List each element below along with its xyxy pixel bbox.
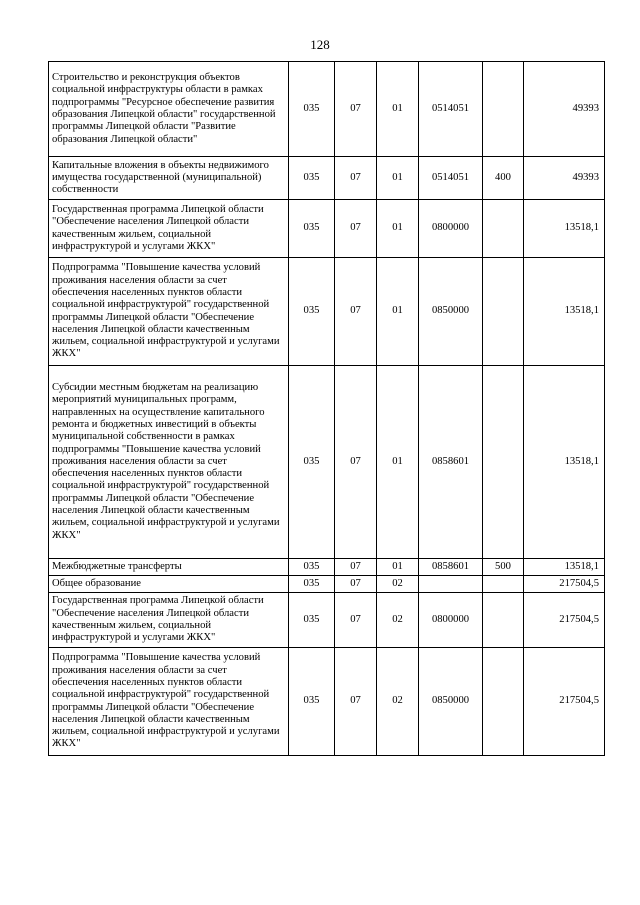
target-article-cell: 0850000 [419, 648, 483, 756]
row-name-cell: Подпрограмма "Повышение качества условий проживания населения области за счет обеспечения населенных пунктов области социальной инфраструктурой" государственной программы Липецкой области "Обеспечение населения Липецкой области качественным жильем, социальной инфраструктурой и услугами ЖКХ" [49, 258, 289, 366]
table-row [49, 258, 605, 366]
ministry-code-cell: 035 [289, 200, 335, 258]
subsection-code-cell: 02 [377, 648, 419, 756]
subsection-code-cell: 02 [377, 593, 419, 648]
table-row [49, 200, 605, 258]
section-code-cell: 07 [335, 648, 377, 756]
table-row [49, 593, 605, 648]
page-number: 128 [310, 37, 330, 52]
row-name-cell: Межбюджетные трансферты [49, 559, 289, 576]
expense-type-cell [483, 576, 524, 593]
section-code-cell: 07 [335, 366, 377, 559]
section-code-cell: 07 [335, 62, 377, 157]
target-article-cell: 0514051 [419, 157, 483, 200]
ministry-code-cell: 035 [289, 258, 335, 366]
row-name-cell: Субсидии местным бюджетам на реализацию мероприятий муниципальных программ, направленных на осуществление капитального ремонта и бюджетных инвестиций в объекты муниципальной собственности в рамках подпрограммы "Повышение качества условий проживания населения области за счет обеспечения населенных пунктов области социальной инфраструктурой" государственной программы Липецкой области "Обеспечение населения Липецкой области качественным жильем, социальной инфраструктурой и услугами ЖКХ" [49, 366, 289, 559]
ministry-code-cell: 035 [289, 559, 335, 576]
target-article-cell: 0800000 [419, 593, 483, 648]
row-name-cell: Строительство и реконструкция объектов социальной инфраструктуры области в рамках подпрограммы "Ресурсное обеспечение развития образования Липецкой области" государственной программы Липецкой области "Развитие образования Липецкой области" [49, 62, 289, 157]
ministry-code-cell: 035 [289, 576, 335, 593]
target-article-cell: 0514051 [419, 62, 483, 157]
row-name-cell: Капитальные вложения в объекты недвижимого имущества государственной (муниципальной) собственности [49, 157, 289, 200]
table-row [49, 157, 605, 200]
amount-cell: 13518,1 [524, 200, 605, 258]
amount-cell: 49393 [524, 62, 605, 157]
subsection-code-cell: 01 [377, 559, 419, 576]
table-row [49, 648, 605, 756]
row-name-cell: Подпрограмма "Повышение качества условий проживания населения области за счет обеспечения населенных пунктов области социальной инфраструктурой" государственной программы Липецкой области "Обеспечение населения Липецкой области качественным жильем, социальной инфраструктурой и услугами ЖКХ" [49, 648, 289, 756]
amount-cell: 217504,5 [524, 593, 605, 648]
table-row [49, 559, 605, 576]
row-name-cell: Общее образование [49, 576, 289, 593]
row-name-cell: Государственная программа Липецкой области "Обеспечение населения Липецкой области качественным жильем, социальной инфраструктурой и услугами ЖКХ" [49, 200, 289, 258]
expense-type-cell [483, 200, 524, 258]
table-row [49, 62, 605, 157]
section-code-cell: 07 [335, 559, 377, 576]
section-code-cell: 07 [335, 258, 377, 366]
budget-table [48, 61, 605, 756]
target-article-cell [419, 576, 483, 593]
amount-cell: 13518,1 [524, 366, 605, 559]
section-code-cell: 07 [335, 157, 377, 200]
amount-cell: 217504,5 [524, 648, 605, 756]
expense-type-cell [483, 62, 524, 157]
table-row [49, 366, 605, 559]
subsection-code-cell: 01 [377, 200, 419, 258]
ministry-code-cell: 035 [289, 366, 335, 559]
expense-type-cell [483, 366, 524, 559]
subsection-code-cell: 01 [377, 258, 419, 366]
section-code-cell: 07 [335, 593, 377, 648]
amount-cell: 13518,1 [524, 559, 605, 576]
ministry-code-cell: 035 [289, 648, 335, 756]
ministry-code-cell: 035 [289, 593, 335, 648]
subsection-code-cell: 01 [377, 62, 419, 157]
subsection-code-cell: 01 [377, 366, 419, 559]
target-article-cell: 0858601 [419, 559, 483, 576]
expense-type-cell [483, 258, 524, 366]
amount-cell: 217504,5 [524, 576, 605, 593]
subsection-code-cell: 02 [377, 576, 419, 593]
table-row [49, 576, 605, 593]
expense-type-cell: 400 [483, 157, 524, 200]
expense-type-cell [483, 648, 524, 756]
row-name-cell: Государственная программа Липецкой области "Обеспечение населения Липецкой области качественным жильем, социальной инфраструктурой и услугами ЖКХ" [49, 593, 289, 648]
expense-type-cell: 500 [483, 559, 524, 576]
ministry-code-cell: 035 [289, 62, 335, 157]
section-code-cell: 07 [335, 576, 377, 593]
amount-cell: 13518,1 [524, 258, 605, 366]
amount-cell: 49393 [524, 157, 605, 200]
target-article-cell: 0800000 [419, 200, 483, 258]
ministry-code-cell: 035 [289, 157, 335, 200]
expense-type-cell [483, 593, 524, 648]
target-article-cell: 0858601 [419, 366, 483, 559]
section-code-cell: 07 [335, 200, 377, 258]
target-article-cell: 0850000 [419, 258, 483, 366]
subsection-code-cell: 01 [377, 157, 419, 200]
